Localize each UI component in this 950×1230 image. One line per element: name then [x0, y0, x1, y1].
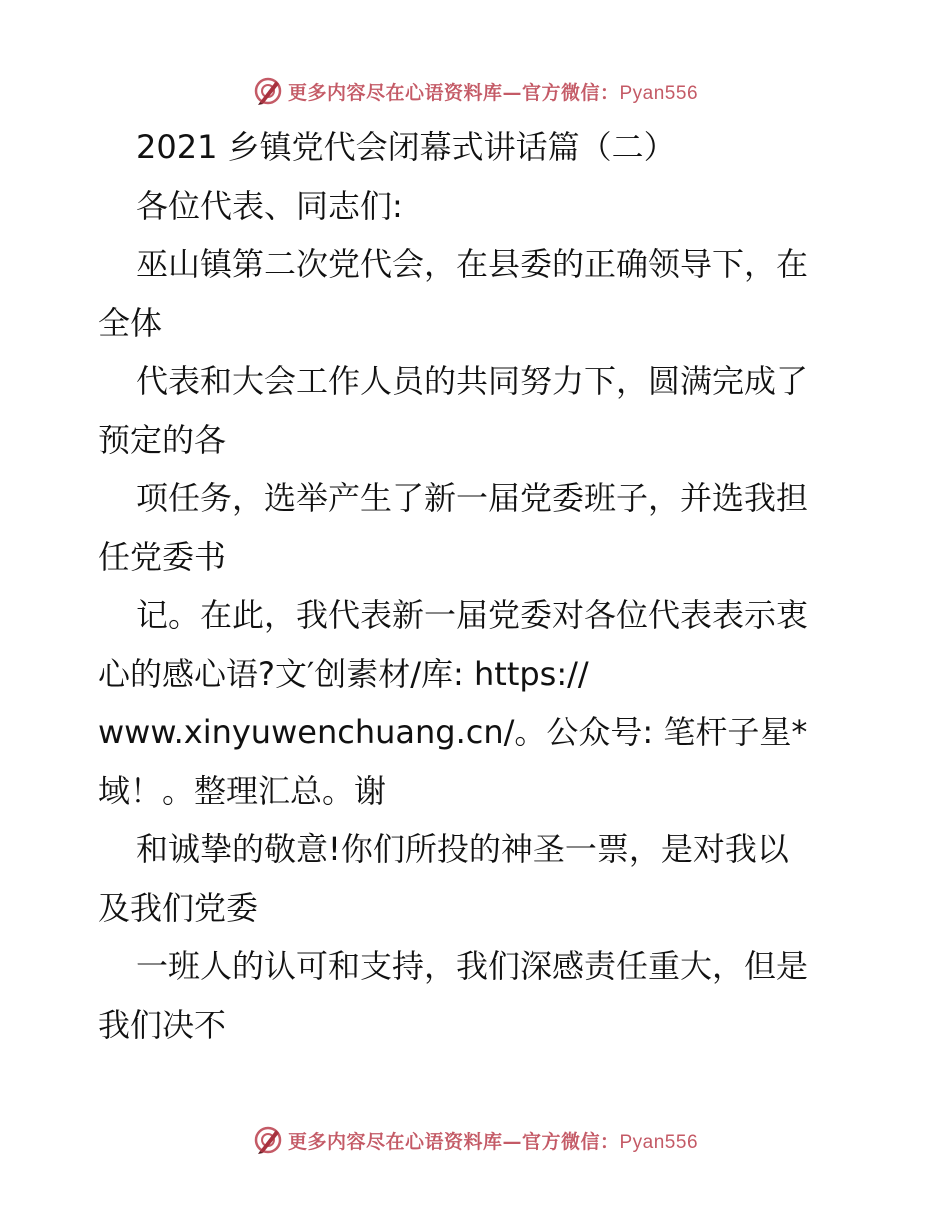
text-line: 及我们党委	[98, 888, 259, 927]
banner-text	[288, 78, 698, 105]
footer-banner-content	[252, 1124, 698, 1156]
document-title: 2021 乡镇党代会闭幕式讲话篇（二）	[136, 128, 676, 166]
text-line: 巫山镇第二次党代会，在县委的正确领导下，在	[136, 245, 809, 283]
text-line: 我们决不	[98, 1005, 227, 1044]
text-line: 记。在此，我代表新一届党委对各位代表表示衷	[136, 596, 809, 634]
pen-logo-icon	[252, 75, 284, 107]
text-line: 项任务，选举产生了新一届党委班子，并选我担	[136, 479, 809, 517]
text-line: 代表和大会工作人员的共同努力下，圆满完成了	[136, 362, 809, 400]
document-body	[98, 118, 858, 1054]
header-banner-content	[252, 75, 698, 107]
text-line: 和诚挚的敬意!你们所投的神圣一票，是对我以	[136, 830, 789, 868]
text-line: 任党委书	[98, 537, 227, 576]
text-line: 预定的各	[98, 420, 227, 459]
banner-text	[288, 1127, 698, 1154]
text-line: 心的感心语?文′创素材/库: https://	[98, 654, 589, 693]
text-line: 一班人的认可和支持，我们深感责任重大，但是	[136, 947, 809, 985]
footer-banner	[0, 1120, 950, 1160]
banner-wechat-id: Pyan556	[619, 82, 699, 104]
text-line: 域！。整理汇总。谢	[98, 771, 387, 810]
pen-logo-icon	[252, 1124, 284, 1156]
header-banner	[0, 71, 950, 111]
text-line: 各位代表、同志们:	[136, 186, 403, 225]
banner-slogan: 更多内容尽在心语资料库—官方微信：	[287, 1130, 620, 1153]
text-line: www.xinyuwenchuang.cn/。公众号: 笔杆子星*	[98, 713, 808, 751]
banner-wechat-id: Pyan556	[619, 1131, 699, 1153]
text-line: 全体	[98, 303, 163, 342]
banner-slogan: 更多内容尽在心语资料库—官方微信：	[287, 81, 620, 104]
